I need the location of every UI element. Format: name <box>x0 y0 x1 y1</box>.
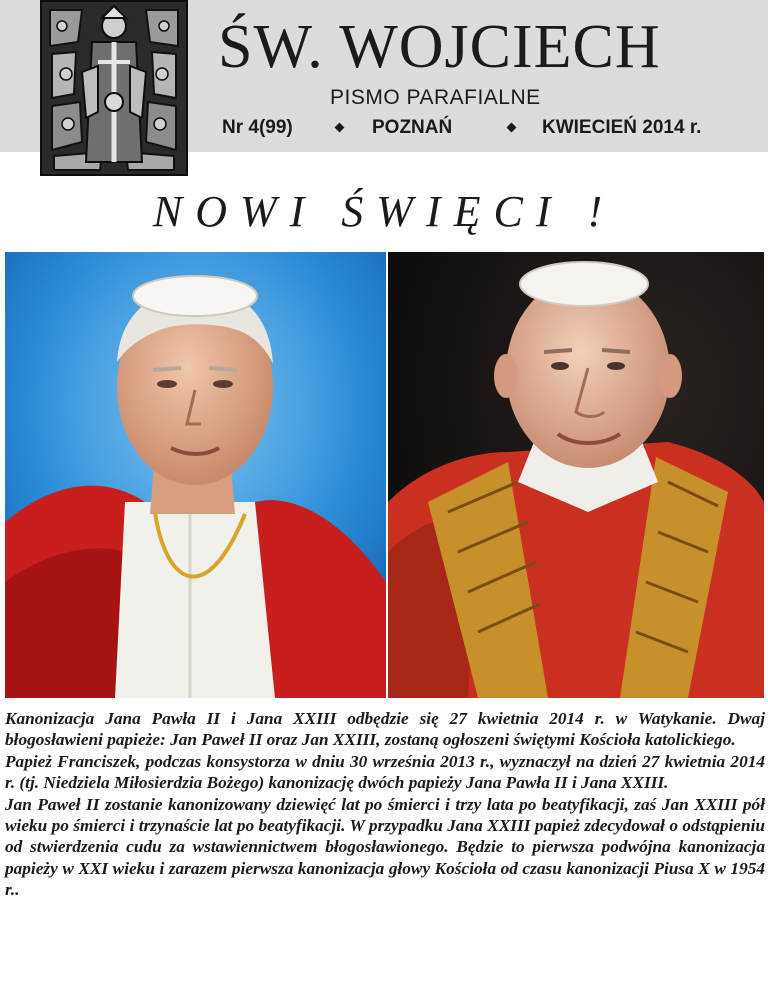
article-body <box>5 708 765 901</box>
issue-line <box>222 117 762 141</box>
issue-date: KWIECIEŃ 2014 r. <box>542 117 702 138</box>
masthead-title: ŚW. WOJCIECH <box>218 13 661 81</box>
portrait-john-paul-ii <box>5 252 386 698</box>
masthead-subtitle: PISMO PARAFIALNE <box>330 86 541 109</box>
headline: NOWI ŚWIĘCI ! <box>152 187 616 236</box>
portrait-john-xxiii <box>388 252 764 698</box>
article-paragraph: Kanonizacja Jana Pawła II i Jana XXIII odbędzie się 27 kwietnia 2014 r. w Watykanie. Dwaj błogosławieni papieże: Jan Paweł II oraz Jan XXIII, zostaną ogłoszeni świętymi Kościoła katolickiego. <box>5 709 765 750</box>
issue-city: POZNAŃ <box>372 117 453 138</box>
stained-glass-logo <box>40 0 188 176</box>
article-paragraph: Papież Franciszek, podczas konsystorza w dniu 30 września 2013 r., wyznaczył na dzień 27 kwietnia 2014 r. (tj. Niedziela Miłosierdzia Bożego) kanonizację dwóch papieży Jana Pawła II i Jana XXIII. <box>5 751 765 793</box>
article-paragraph: Jan Paweł II zostanie kanonizowany dziewięć lat po śmierci i trzy lata po beatyfikacji, zaś Jan XXIII pół wieku po śmierci i trzynaście lat po beatyfikacji. W przypadku Jana XXIII papież zdecydował o odstąpieniu od stwierdzenia cudu za wstawiennictwem błogosławionego. Będzie to pierwsza podwójna kanonizacja papieży w XXI wieku i zarazem pierwsza kanonizacja głowy Kościoła od czasu kanonizacji Piusa X w 1954 r.. <box>5 794 765 900</box>
issue-number: Nr 4(99) <box>222 117 293 138</box>
